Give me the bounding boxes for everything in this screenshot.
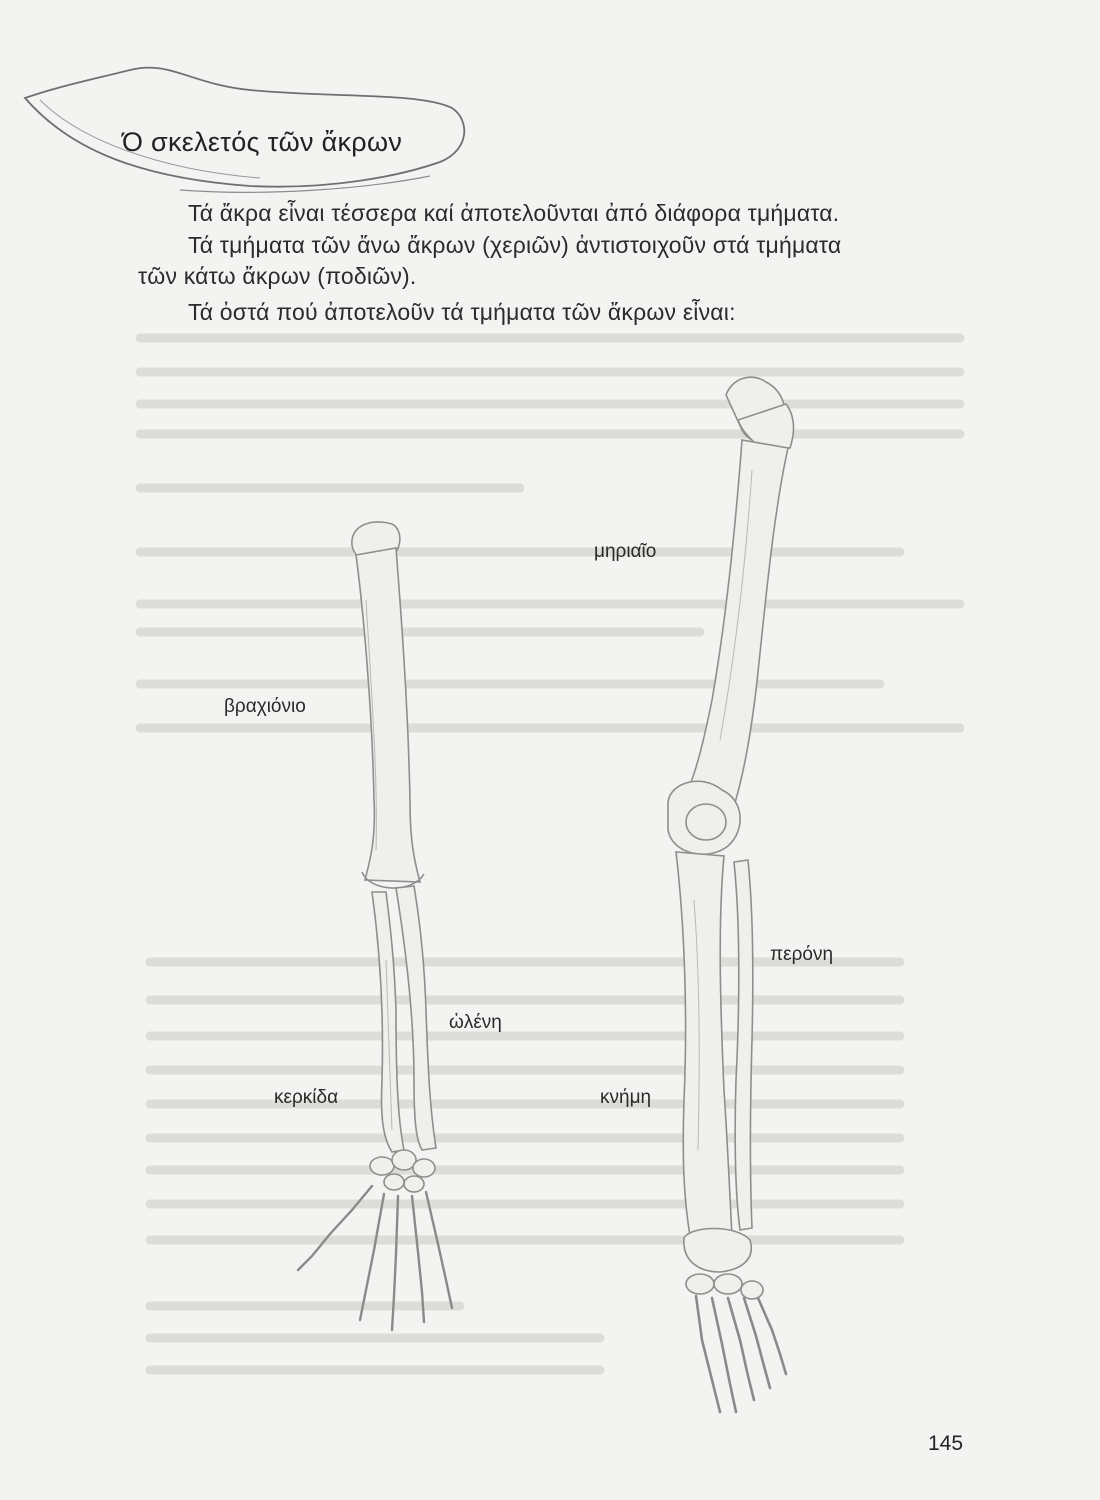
label-ulna: ὠλένη: [449, 1012, 502, 1033]
page-title: Ό σκελετός τῶν ἄκρων: [122, 127, 403, 157]
label-femur: μηριαῖο: [594, 541, 657, 562]
label-radius: κερκίδα: [274, 1087, 339, 1108]
label-humerus: βραχιόνιο: [224, 696, 306, 717]
page-number: 145: [928, 1432, 964, 1455]
label-tibia: κνήμη: [600, 1087, 652, 1108]
paragraph-bones-intro: Τά ὀστά πού ἀποτελοῦν τά τμήματα τῶν ἄκρων εἶναι:: [188, 299, 736, 325]
paragraph-limbs-correspondence-line-2: τῶν κάτω ἄκρων (ποδιῶν).: [138, 263, 417, 289]
label-fibula: περόνη: [770, 944, 834, 965]
paragraph-limbs-correspondence-line-1: Τά τμήματα τῶν ἄνω ἄκρων (χεριῶν) ἀντιστοιχοῦν στά τμήματα: [188, 232, 842, 258]
paragraph-limbs-count: Τά ἄκρα εἶναι τέσσερα καί ἀποτελοῦνται ἀπό διάφορα τμήματα.: [188, 200, 840, 226]
